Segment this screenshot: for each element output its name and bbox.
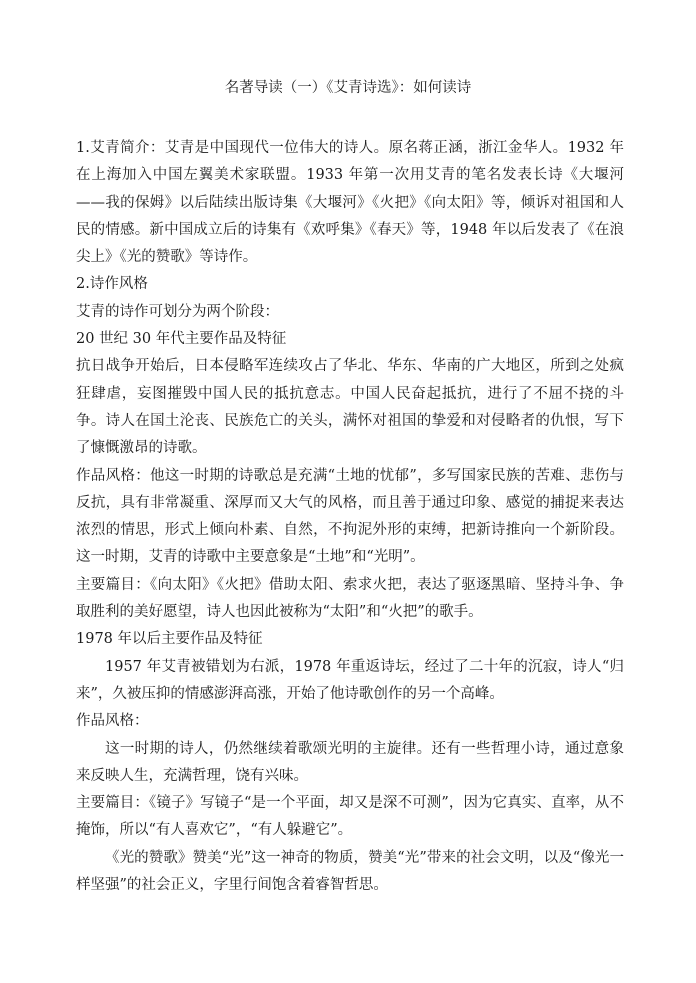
paragraph-style-1978: 这一时期的诗人，仍然继续着歌颂光明的主旋律。还有一些哲理小诗，通过意象来反映人生，充满哲理，饶有兴味。 xyxy=(76,740,624,784)
label-style-1978: 作品风格： xyxy=(76,713,149,730)
paragraph-intro: 1.艾青简介：艾青是中国现代一位伟大的诗人。原名蒋正涵，浙江金华人。1932 年在上海加入中国左翼美术家联盟。1933 年第一次用艾青的笔名发表长诗《大堰河——我的保姆》以后陆续出版诗集《大堰河》《火把》《向太阳》等，倾诉对祖国和人民的情感。新中国成立后的诗集有《欢呼集》《春天》等，1948 年以后发表了《在浪尖上》《光的赞歌》等诗作。 xyxy=(76,140,624,266)
paragraph-works-1930s: 主要篇目：《向太阳》《火把》借助太阳、索求火把，表达了驱逐黑暗、坚持斗争、争取胜利的美好愿望，诗人也因此被称为“太阳”和“火把”的歌手。 xyxy=(76,576,624,621)
page-title: 名著导读（一）《艾青诗选》：如何读诗 xyxy=(224,80,472,96)
paragraph-return: 1957 年艾青被错划为右派，1978 年重返诗坛，经过了二十年的沉寂，诗人“归来”，久被压抑的情感澎湃高涨，开始了他诗歌创作的另一个高峰。 xyxy=(76,658,624,702)
subheading-1978: 1978 年以后主要作品及特征 xyxy=(76,631,263,648)
paragraph-works-light: 《光的赞歌》赞美“光”这一神奇的物质，赞美“光”带来的社会文明，以及“像光一样坚强”的社会正义，字里行间饱含着睿智哲思。 xyxy=(76,849,624,894)
paragraph-works-mirror: 主要篇目：《镜子》写镜子“是一个平面，却又是深不可测”，因为它真实、直率，从不掩饰，所以“有人喜欢它”，“有人躲避它”。 xyxy=(76,795,624,839)
paragraph-stages: 艾青的诗作可划分为两个阶段： xyxy=(76,303,279,320)
paragraph-style-1930s: 作品风格：他这一时期的诗歌总是充满“土地的忧郁”，多写国家民族的苦难、悲伤与反抗，具有非常凝重、深厚而又大气的风格，而且善于通过印象、感觉的捕捉来表达浓烈的情思，形式上倾向朴素、自然，不拘泥外形的束缚，把新诗推向一个新阶段。这一时期，艾青的诗歌中主要意象是“土地”和“光明”。 xyxy=(76,467,624,566)
section-heading-style: 2.诗作风格 xyxy=(76,276,148,293)
document-body xyxy=(76,135,624,899)
paragraph-background: 抗日战争开始后，日本侵略军连续攻占了华北、华东、华南的广大地区，所到之处疯狂肆虐，妄图摧毁中国人民的抵抗意志。中国人民奋起抵抗，进行了不屈不挠的斗争。诗人在国土沦丧、民族危亡的关头，满怀对祖国的挚爱和对侵略者的仇恨，写下了慷慨激昂的诗歌。 xyxy=(76,358,624,457)
subheading-1930s: 20 世纪 30 年代主要作品及特征 xyxy=(76,331,287,348)
